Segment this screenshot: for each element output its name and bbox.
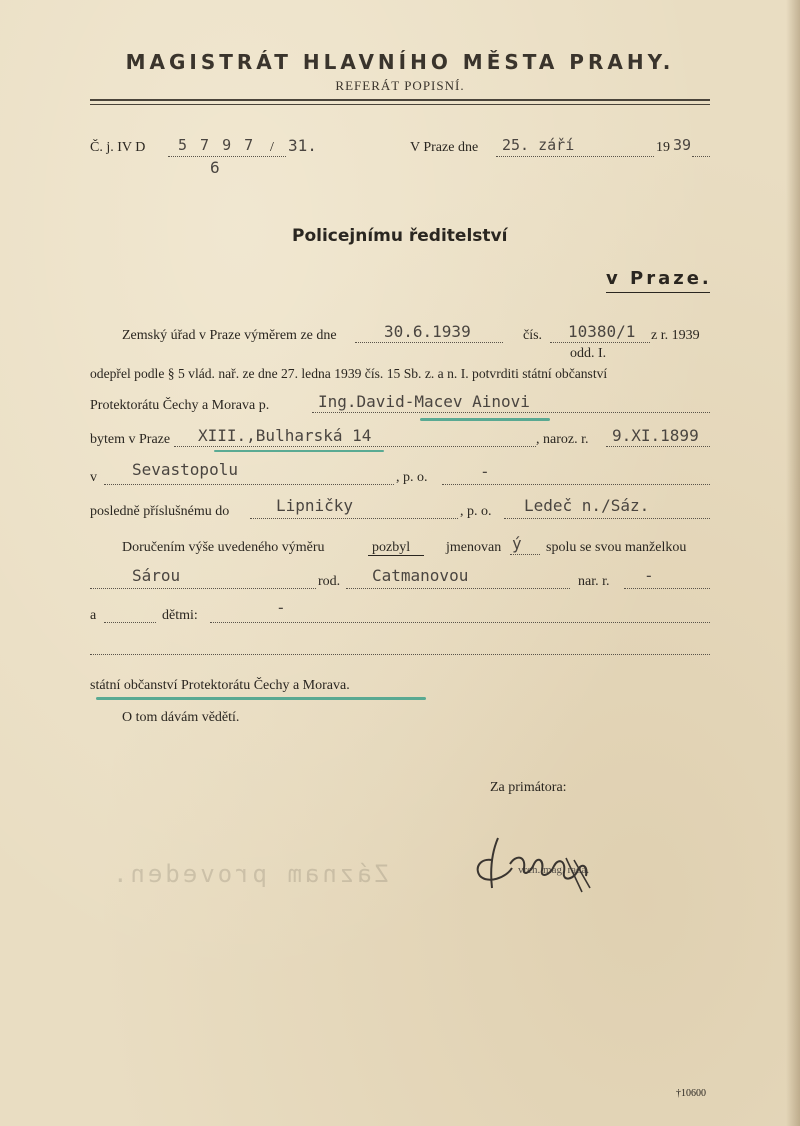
highlight-citizenship xyxy=(96,697,426,700)
addressee-line-2: v Praze. xyxy=(606,268,712,289)
home-post-office: Ledeč n./Sáz. xyxy=(524,496,650,515)
body-line7-lost: pozbyl xyxy=(372,540,411,555)
reference-label: Č. j. IV D xyxy=(90,140,146,155)
signoff-title: vrch. mag. rada. xyxy=(518,864,590,876)
header-rule-bottom xyxy=(90,104,710,105)
wife-name: Sárou xyxy=(132,566,181,585)
body-line3-dots xyxy=(312,412,710,413)
body-line1-number: 10380/1 xyxy=(568,322,636,341)
citizen-name: Ing.David-Macev Ainovi xyxy=(318,392,530,411)
body-line6-text-a: posledně příslušnému do xyxy=(90,504,230,519)
letterhead-subtitle: REFERÁT POPISNÍ. xyxy=(335,78,465,93)
body-line1-num-dots xyxy=(550,342,650,343)
date-year-prefix: 19 xyxy=(656,140,670,155)
letterhead-title: MAGISTRÁT HLAVNÍHO MĚSTA PRAHY. xyxy=(125,50,675,74)
date-day-month: 25. září xyxy=(502,136,575,154)
body-line8-born-dots xyxy=(624,588,710,589)
date-year-suffix: 39 xyxy=(673,136,692,154)
date-label: V Praze dne xyxy=(410,140,479,155)
body-line7-text-a: Doručením výše uvedeného výměru xyxy=(122,540,325,555)
signature xyxy=(470,830,600,900)
body-line1-text-c: z r. 1939 xyxy=(651,328,700,343)
date-year-dots xyxy=(692,156,710,157)
highlight-name xyxy=(420,418,550,421)
date-dots xyxy=(496,156,654,157)
addressee-underline xyxy=(606,292,710,293)
body-line1-text-b: čís. xyxy=(523,328,543,343)
body-line1-dept: odd. I. xyxy=(570,346,607,361)
body-line8-text-b: nar. r. xyxy=(578,574,610,589)
wife-birth-year: - xyxy=(644,566,654,585)
blank-line-dots xyxy=(90,654,710,655)
body-line6-dots xyxy=(250,518,458,519)
body-line5-text-b: , p. o. xyxy=(396,470,428,485)
reference-sub: 6 xyxy=(210,158,220,177)
lost-underline xyxy=(368,555,424,556)
body-line1-text-a: Zemský úřad v Praze výměrem ze dne xyxy=(122,328,337,343)
body-line8-maiden-dots xyxy=(346,588,570,589)
body-line4-born-dots xyxy=(606,446,710,447)
birth-post-office: - xyxy=(480,462,490,481)
bleed-through-stamp: Záznam proveden. xyxy=(110,860,390,888)
form-code: †10600 xyxy=(676,1088,706,1099)
highlight-address xyxy=(214,450,384,452)
wife-maiden-name: Catmanovou xyxy=(372,566,469,585)
reference-dots xyxy=(168,156,286,157)
body-line7-text-c: jmenovan xyxy=(446,540,502,555)
addressee-line-1: Policejnímu ředitelství xyxy=(292,226,508,246)
body-line3-text: Protektorátu Čechy a Morava p. xyxy=(90,398,270,413)
body-line9-a-dots xyxy=(104,622,156,623)
birth-place: Sevastopolu xyxy=(132,460,238,479)
body-line9-text-a: a xyxy=(90,608,97,623)
body-line11: O tom dávám vědětí. xyxy=(122,710,240,725)
page-edge-shadow xyxy=(786,0,800,1126)
body-line2: odepřel podle § 5 vlád. nař. ze dne 27. ledna 1939 čís. 15 Sb. z. a n. I. potvrditi státní občanství xyxy=(90,366,608,381)
body-line5-dots xyxy=(104,484,394,485)
body-line8-wife-dots xyxy=(90,588,316,589)
body-line6-po-dots xyxy=(504,518,710,519)
children-value: - xyxy=(276,598,286,617)
citizen-address: XIII.,Bulharská 14 xyxy=(198,426,372,445)
reference-slash: / xyxy=(270,140,274,155)
body-line4-text-b: , naroz. r. xyxy=(536,432,589,447)
header-rule-top xyxy=(90,99,710,101)
body-line7-gender: ý xyxy=(512,534,522,553)
body-line10: státní občanství Protektorátu Čechy a Morava. xyxy=(90,678,350,693)
body-line5-text-a: v xyxy=(90,470,97,485)
body-line6-text-b: , p. o. xyxy=(460,504,492,519)
body-line5-po-dots xyxy=(442,484,710,485)
body-line4-dots xyxy=(174,446,536,447)
body-line9-text-b: dětmi: xyxy=(162,608,198,623)
citizen-birth-date: 9.XI.1899 xyxy=(612,426,699,445)
body-line4-text-a: bytem v Praze xyxy=(90,432,171,447)
signoff-label: Za primátora: xyxy=(490,780,567,795)
body-line1-date-dots xyxy=(355,342,503,343)
body-line8-text-a: rod. xyxy=(318,574,341,589)
reference-year: 31. xyxy=(288,136,317,155)
body-line7-gender-dots xyxy=(510,554,540,555)
body-line7-text-e: spolu se svou manželkou xyxy=(546,540,687,555)
body-line1-date: 30.6.1939 xyxy=(384,322,471,341)
body-line9-children-dots xyxy=(210,622,710,623)
home-municipality: Lipničky xyxy=(276,496,354,515)
reference-number: 5 7 9 7 xyxy=(178,136,256,154)
